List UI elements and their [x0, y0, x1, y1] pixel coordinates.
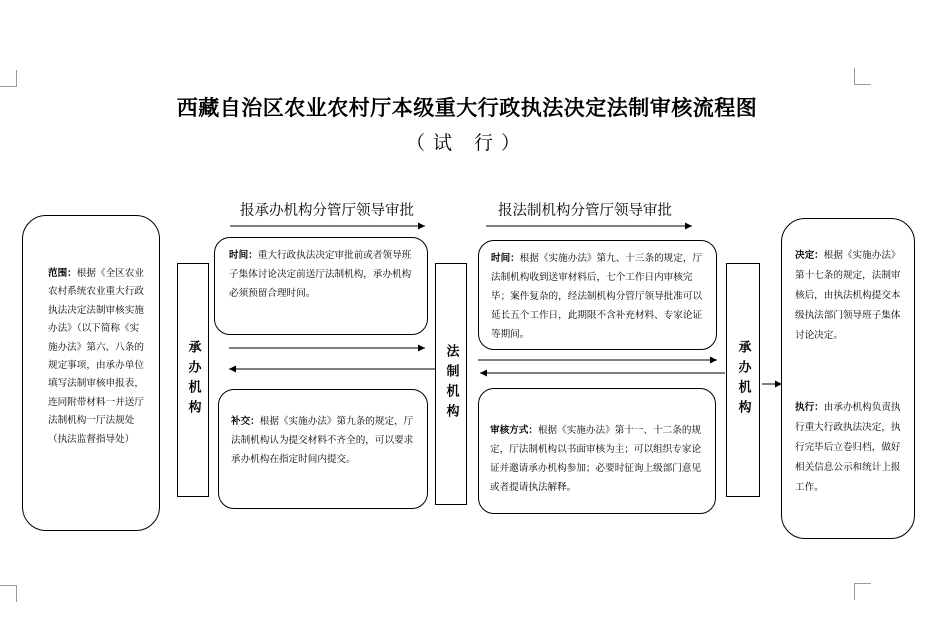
undertaking-agency-left: 承办机构	[177, 263, 209, 497]
decision-execution-box	[781, 218, 915, 539]
supplement-box	[218, 389, 428, 509]
page-title: 西藏自治区农业农村厅本级重大行政执法决定法制审核流程图	[176, 95, 758, 120]
supplement-text: 补交：根据《实施办法》第九条的规定，厅法制机构认为提交材料不齐全的，可以要求承办机构在指定时间内提交。	[231, 416, 414, 465]
legal-agency: 法制机构	[435, 263, 467, 505]
review-time-box	[478, 240, 717, 350]
undertaking-agency-right: 承办机构	[726, 263, 760, 497]
review-method-text: 审核方式：根据《实施办法》第十一、十二条的规定，厅法制机构以书面审核为主；可以组织专家论证并邀请承办机构参加；必要时征询上级部门意见或者提请执法解释。	[490, 425, 702, 493]
review-method-box	[478, 388, 716, 514]
execution-text: 执行：由承办机构负责执行重大行政执法决定，执行完毕后立卷归档，做好相关信息公示和统计上报工作。	[795, 402, 901, 493]
submission-time-box	[214, 237, 428, 335]
route-label-undertaking-leader: 报承办机构分管厅领导审批	[240, 203, 414, 219]
scope-box	[22, 215, 160, 531]
submission-time-text: 时间：重大行政执法决定审批前或者领导班子集体讨论决定前送厅法制机构，承办机构必须预留合理时间。	[229, 250, 412, 299]
page-subtitle: （试 行）	[405, 132, 529, 154]
route-label-legal-leader: 报法制机构分管厅领导审批	[498, 203, 672, 219]
review-time-text: 时间：根据《实施办法》第九、十三条的规定，厅法制机构收到送审材料后，七个工作日内审核完毕；案件复杂的，经法制机构分管厅领导批准可以延长五个工作日，此期限不含补充材料、专家论证等期间。	[491, 253, 703, 340]
decision-text: 决定：根据《实施办法》第十七条的规定，法制审核后，由执法机构提交本级执法部门领导班子集体讨论决定。	[795, 250, 901, 341]
scope-text: 范围：根据《全区农业农村系统农业重大行政执法决定法制审核实施办法》（以下简称《实施办法》第六、八条的规定事项，由承办单位填写法制审核申报表，连同附带材料一并送厅法制机构一厅法规处（执法监督指导处）	[48, 268, 144, 445]
scope-label: 范围：	[48, 268, 77, 279]
